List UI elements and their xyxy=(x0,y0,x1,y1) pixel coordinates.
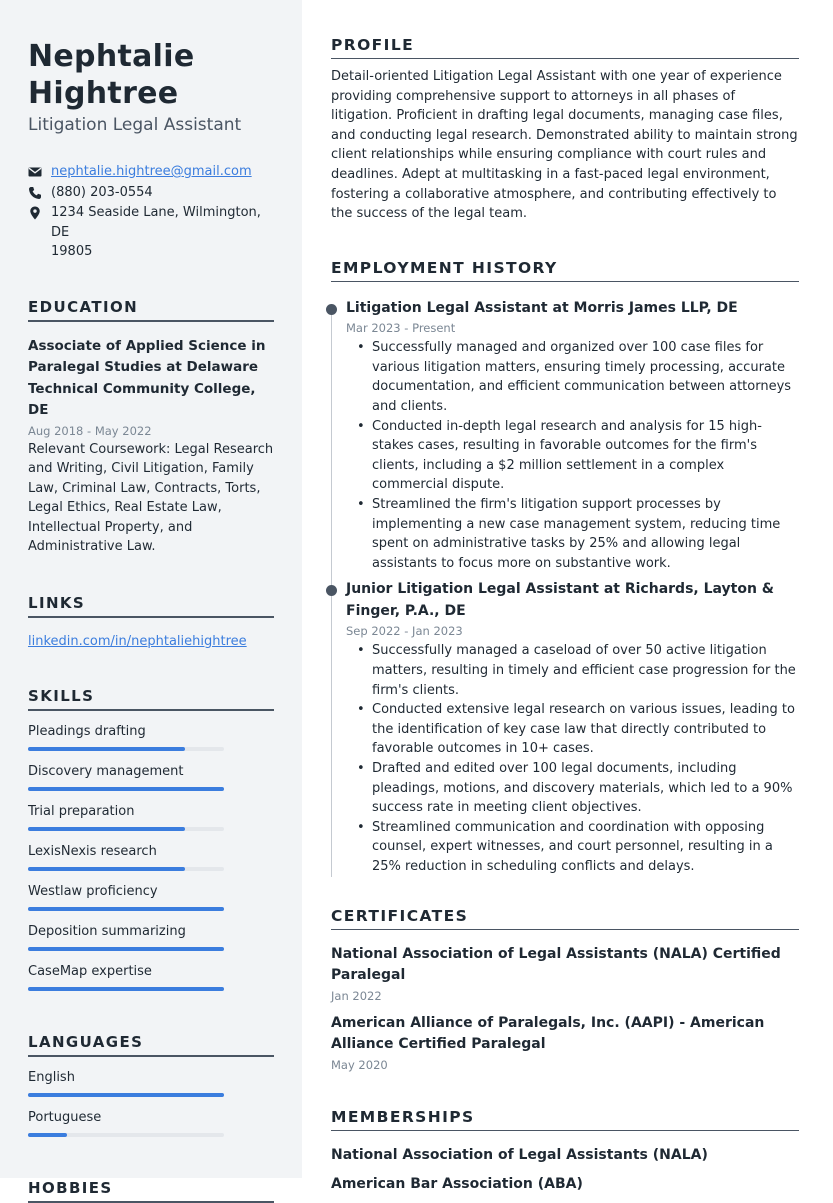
language-label: English xyxy=(28,1070,75,1086)
links-section xyxy=(28,594,274,651)
education-coursework: Relevant Coursework: Legal Research and Writing, Civil Litigation, Family Law, Criminal Law, Contracts, Torts, Legal Ethics, Real Estate Law, Intellectual Property, and Administrative Law. xyxy=(28,441,274,555)
membership-item: American Bar Association (ABA) xyxy=(331,1176,583,1192)
map-pin-icon xyxy=(28,206,42,220)
job-bullet: • Conducted extensive legal research on various issues, leading to the identification of key case law that directly contributed to favorable outcomes in 10+ cases. xyxy=(346,700,799,759)
skill-bar-track xyxy=(28,987,224,991)
linkedin-link[interactable]: linkedin.com/in/nephtaliehightree xyxy=(28,634,247,650)
skills-list xyxy=(28,723,274,991)
address-line-2: 19805 xyxy=(51,244,93,259)
skill-bar-fill xyxy=(28,787,224,791)
profile-section xyxy=(331,36,799,224)
skill-bar-fill xyxy=(28,947,224,951)
certificate-title: National Association of Legal Assistants (NALA) Certified Paralegal xyxy=(331,945,781,983)
language-item xyxy=(28,1069,274,1097)
skill-item xyxy=(28,843,274,871)
skill-item xyxy=(28,763,274,791)
skill-item xyxy=(28,803,274,831)
language-bar-track xyxy=(28,1093,224,1097)
certificates-section xyxy=(331,907,799,1074)
skill-label: Deposition summarizing xyxy=(28,924,186,940)
skill-bar-track xyxy=(28,747,224,751)
contact-email xyxy=(28,162,274,182)
language-item xyxy=(28,1109,274,1137)
certificate-item xyxy=(331,944,799,1005)
languages-section xyxy=(28,1033,274,1137)
skill-item xyxy=(28,923,274,951)
job-bullets xyxy=(346,641,799,876)
address-text xyxy=(51,203,274,262)
skill-bar-track xyxy=(28,867,224,871)
contact-address xyxy=(28,203,274,262)
skills-heading: SKILLS xyxy=(28,687,274,711)
job-bullet: • Successfully managed a caseload of over 50 active litigation matters, resulting in timely and efficient case progression for the firm's clients. xyxy=(346,641,799,700)
job-bullet: • Successfully managed and organized over 100 case files for various litigation matters, ensuring timely processing, accurate documentation, and efficient communication between attorneys and clients. xyxy=(346,338,799,416)
skill-bar-track xyxy=(28,907,224,911)
skill-item xyxy=(28,963,274,991)
language-bar-fill xyxy=(28,1093,224,1097)
skill-label: Westlaw proficiency xyxy=(28,884,158,900)
job-dates: Sep 2022 - Jan 2023 xyxy=(346,624,463,639)
job-bullet: • Streamlined the firm's litigation support processes by implementing a new case management system, reducing time spent on administrative tasks by 25% and allowing legal assistants to focus more on substantive work. xyxy=(346,495,799,573)
profile-heading: PROFILE xyxy=(331,36,799,59)
phone-text: (880) 203-0554 xyxy=(51,184,153,200)
hobbies-heading: HOBBIES xyxy=(28,1179,274,1203)
membership-item: National Association of Legal Assistants (NALA) xyxy=(331,1146,708,1163)
sidebar xyxy=(0,0,302,1198)
skill-label: LexisNexis research xyxy=(28,844,157,860)
job-title: Junior Litigation Legal Assistant at Richards, Layton & Finger, P.A., DE xyxy=(346,581,775,619)
skill-item xyxy=(28,883,274,911)
job-entry xyxy=(331,579,799,876)
skill-label: Discovery management xyxy=(28,764,184,780)
job-bullet: • Conducted in-depth legal research and analysis for 15 high-stakes cases, resulting in favorable outcomes for the firm's clients, including a $2 million settlement in a complex commercial dispute. xyxy=(346,417,799,495)
language-bar-fill xyxy=(28,1133,67,1137)
certificate-date: Jan 2022 xyxy=(331,988,382,1003)
job-entry xyxy=(331,298,799,574)
languages-heading: LANGUAGES xyxy=(28,1033,274,1057)
job-bullet: • Drafted and edited over 100 legal documents, including pleadings, motions, and discovery materials, which led to a 90% success rate in meeting client objectives. xyxy=(346,759,799,818)
phone-icon xyxy=(28,186,42,200)
skill-bar-fill xyxy=(28,747,185,751)
email-link[interactable]: nephtalie.hightree@gmail.com xyxy=(51,164,252,179)
skill-bar-track xyxy=(28,947,224,951)
education-section xyxy=(28,298,274,558)
job-dates: Mar 2023 - Present xyxy=(346,321,456,336)
skill-item xyxy=(28,723,274,751)
candidate-last-name: Hightree xyxy=(28,76,179,111)
skill-bar-fill xyxy=(28,987,224,991)
certificate-item xyxy=(331,1013,799,1074)
education-heading: EDUCATION xyxy=(28,298,274,322)
job-bullets xyxy=(346,338,799,573)
job-title: Litigation Legal Assistant at Morris James LLP, DE xyxy=(346,299,738,316)
education-dates: Aug 2018 - May 2022 xyxy=(28,423,152,438)
skill-bar-track xyxy=(28,787,224,791)
skill-label: Trial preparation xyxy=(28,804,135,820)
candidate-first-name: Nephtalie xyxy=(28,39,195,74)
hobbies-section xyxy=(28,1179,274,1203)
skill-bar-fill xyxy=(28,867,185,871)
education-degree: Associate of Applied Science in Paralegal Studies at Delaware Technical Community College, DE xyxy=(28,337,266,418)
candidate-title: Litigation Legal Assistant xyxy=(28,115,242,135)
timeline-dot xyxy=(326,585,337,596)
envelope-icon xyxy=(28,165,42,179)
address-line-1: 1234 Seaside Lane, Wilmington, DE xyxy=(51,205,261,240)
certificate-date: May 2020 xyxy=(331,1057,388,1072)
contact-list xyxy=(28,162,274,262)
employment-heading: EMPLOYMENT HISTORY xyxy=(331,259,799,282)
language-label: Portuguese xyxy=(28,1110,102,1126)
employment-timeline xyxy=(331,298,799,877)
job-bullet: • Streamlined communication and coordination with opposing counsel, expert witnesses, and court personnel, resulting in a 25% reduction in scheduling conflicts and delays. xyxy=(346,818,799,877)
profile-text: Detail-oriented Litigation Legal Assistant with one year of experience providing comprehensive support to attorneys in all phases of litigation. Proficient in drafting legal documents, managing case files, and conducting legal research. Demonstrated ability to maintain strong client relationships while ensuring compliance with court rules and deadlines. Adept at multitasking in a fast-paced legal environment, fostering a collaborative atmosphere, and contributing effectively to the success of the legal team. xyxy=(331,69,798,222)
skill-bar-fill xyxy=(28,907,224,911)
timeline-dot xyxy=(326,304,337,315)
skill-label: CaseMap expertise xyxy=(28,964,152,980)
language-bar-track xyxy=(28,1133,224,1137)
skill-label: Pleadings drafting xyxy=(28,724,146,740)
contact-phone xyxy=(28,183,274,203)
skills-section xyxy=(28,687,274,991)
memberships-section xyxy=(331,1108,799,1196)
skill-bar-fill xyxy=(28,827,185,831)
links-heading: LINKS xyxy=(28,594,274,618)
skill-bar-track xyxy=(28,827,224,831)
employment-section xyxy=(331,259,799,877)
certificates-heading: CERTIFICATES xyxy=(331,907,799,930)
main-content xyxy=(331,0,799,1196)
certificate-title: American Alliance of Paralegals, Inc. (AAPI) - American Alliance Certified Paralegal xyxy=(331,1014,765,1052)
memberships-heading: MEMBERSHIPS xyxy=(331,1108,799,1131)
